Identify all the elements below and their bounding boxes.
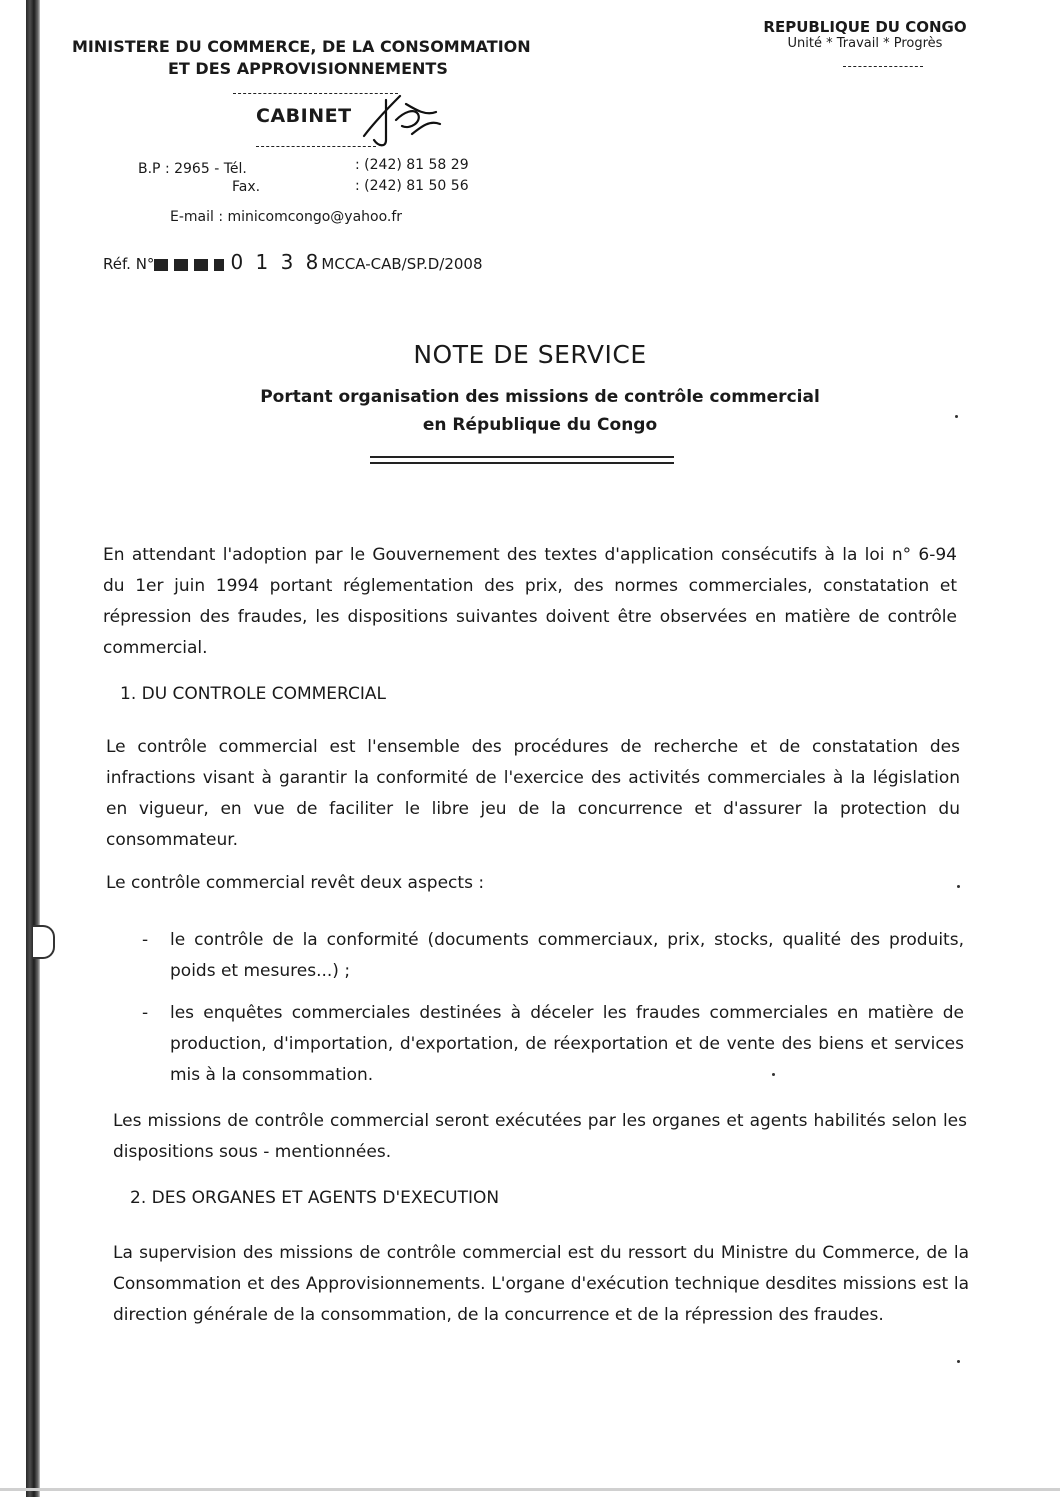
section-2-heading: 2. DES ORGANES ET AGENTS D'EXECUTION — [130, 1188, 500, 1208]
scan-speck — [957, 1360, 960, 1363]
section-1-paragraph-2: Le contrôle commercial revêt deux aspects : — [106, 873, 485, 893]
bullet-marker: - — [142, 930, 149, 950]
scan-speck — [955, 415, 958, 418]
punch-hole — [33, 925, 55, 959]
redaction-marks — [154, 259, 224, 271]
bullet-marker: - — [142, 1003, 149, 1023]
document-subtitle-line-1: Portant organisation des missions de contrôle commercial — [260, 387, 820, 407]
motto-divider — [843, 66, 923, 67]
national-motto: Unité * Travail * Progrès — [787, 36, 943, 51]
reference-digits: 0 1 3 8 — [230, 250, 322, 274]
list-item: les enquêtes commerciales destinées à déceler les fraudes commerciales en matière de production, d'importation, d'exportation, de réexportation et de vente des biens et services mis à la consommation. — [170, 1003, 964, 1085]
scan-binding-edge — [26, 0, 40, 1497]
intro-paragraph: En attendant l'adoption par le Gouvernement des textes d'application consécutifs à la loi n° 6-94 du 1er juin 1994 portant réglementation des prix, des normes commerciales, constatation et répression des fraudes, les dispositions suivantes doivent être observées en matière de contrôle commercial. — [103, 545, 957, 658]
ministry-name — [72, 36, 562, 80]
section-1-paragraph-3: Les missions de contrôle commercial seront exécutées par les organes et agents habilités selon les dispositions sous - mentionnées. — [113, 1111, 967, 1162]
reference-prefix: Réf. N° — [103, 255, 155, 273]
title-underline-2 — [370, 462, 674, 464]
scan-bottom-edge — [0, 1488, 1060, 1491]
cabinet-label: CABINET — [256, 105, 352, 127]
reference-suffix: MCCA-CAB/SP.D/2008 — [321, 255, 483, 273]
document-title: NOTE DE SERVICE — [413, 340, 647, 369]
list-item: le contrôle de la conformité (documents commerciaux, prix, stocks, qualité des produits, poids et mesures...) ; — [170, 930, 964, 981]
fax-label: Fax. — [232, 179, 261, 195]
scan-speck — [772, 1073, 775, 1076]
section-2-paragraph-1: La supervision des missions de contrôle commercial est du ressort du Ministre du Commerce, de la Consommation et des Approvisionnements. L'organe d'exécution technique desdites missions est la direction générale de la consommation, de la concurrence et de la répression des fraudes. — [113, 1243, 969, 1325]
ministry-line-2: ET DES APPROVISIONNEMENTS — [168, 59, 448, 78]
reference-number — [103, 250, 483, 274]
scan-speck — [957, 885, 960, 888]
handwritten-initials — [356, 90, 446, 150]
document-subtitle-line-2: en République du Congo — [422, 415, 658, 435]
email-address: E-mail : minicomcongo@yahoo.fr — [170, 209, 403, 225]
telephone-number: : (242) 81 58 29 — [355, 157, 469, 173]
republic-name: REPUBLIQUE DU CONGO — [763, 18, 967, 36]
section-1-paragraph-1: Le contrôle commercial est l'ensemble des procédures de recherche et de constatation des infractions visant à garantir la conformité de l'exercice des activités commerciales à la législation en vigueur, en vue de faciliter le libre jeu de la concurrence et d'assurer la protection du consommateur. — [106, 737, 960, 850]
section-1-heading: 1. DU CONTROLE COMMERCIAL — [120, 684, 386, 704]
title-underline-1 — [370, 456, 674, 458]
fax-number: : (242) 81 50 56 — [355, 178, 469, 194]
ministry-line-1: MINISTERE DU COMMERCE, DE LA CONSOMMATION — [72, 37, 531, 56]
po-box-tel-label: B.P : 2965 - Tél. — [138, 161, 247, 177]
